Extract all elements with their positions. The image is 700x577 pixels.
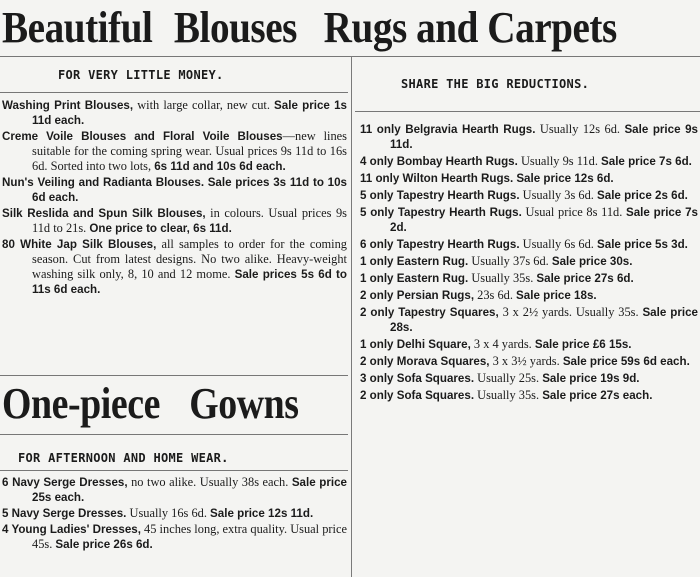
- list-item: Creme Voile Blouses and Floral Voile Blouses—new lines suitable for the coming spring wear. Usual prices 9s 11d to 16s 6d. Sorted into two lots, 6s 11d and 10s 6d each.: [2, 129, 347, 173]
- list-item: 1 only Eastern Rug. Usually 35s. Sale price 27s 6d.: [360, 271, 634, 285]
- list-item: 2 only Tapestry Squares, 3 x 2½ yards. Usually 35s. Sale price 28s.: [360, 305, 698, 334]
- list-item: 2 only Morava Squares, 3 x 3½ yards. Sale price 59s 6d each.: [360, 354, 690, 368]
- blouses-subhead-rule: [0, 92, 348, 93]
- gowns-list: [2, 475, 347, 553]
- page-headline: [2, 2, 616, 54]
- rugs-list: [360, 122, 698, 405]
- list-item: Nun's Veiling and Radianta Blouses. Sale prices 3s 11d to 10s 6d each.: [2, 176, 348, 204]
- gowns-heading-rule: [0, 434, 348, 435]
- blouses-list: [2, 98, 347, 298]
- headline-blouses-word2: Blouses: [173, 3, 297, 52]
- gowns-subhead: FOR AFTERNOON AND HOME WEAR.: [18, 451, 229, 465]
- list-item: Silk Reslida and Spun Silk Blouses, in colours. Usual prices 9s 11d to 21s. One price to clear, 6s 11d.: [2, 206, 347, 235]
- column-divider: [351, 56, 352, 577]
- gowns-subhead-rule: [0, 470, 348, 471]
- headline-blouses-word1: Beautiful: [2, 3, 153, 52]
- list-item: 2 only Persian Rugs, 23s 6d. Sale price 18s.: [360, 288, 597, 302]
- list-item: 5 only Tapestry Hearth Rugs. Usually 3s 6d. Sale price 2s 6d.: [360, 188, 688, 202]
- blouses-subhead: FOR VERY LITTLE MONEY.: [58, 68, 224, 82]
- gowns-heading: [2, 378, 299, 430]
- rugs-subhead-rule: [355, 111, 700, 112]
- rugs-subhead: SHARE THE BIG REDUCTIONS.: [401, 77, 590, 91]
- gowns-heading-word2: Gowns: [189, 379, 299, 428]
- list-item: 11 only Wilton Hearth Rugs. Sale price 12s 6d.: [360, 172, 614, 185]
- list-item: 1 only Eastern Rug. Usually 37s 6d. Sale price 30s.: [360, 254, 633, 268]
- headline-rugs: Rugs and Carpets: [323, 3, 617, 52]
- list-item: 6 Navy Serge Dresses, no two alike. Usually 38s each. Sale price 25s each.: [2, 475, 347, 504]
- gowns-top-rule: [0, 375, 348, 376]
- list-item: 2 only Sofa Squares. Usually 35s. Sale price 27s each.: [360, 388, 653, 402]
- top-rule: [0, 56, 700, 57]
- list-item: 5 Navy Serge Dresses. Usually 16s 6d. Sale price 12s 11d.: [2, 506, 314, 520]
- list-item: 4 Young Ladies' Dresses, 45 inches long, extra quality. Usual price 45s. Sale price 26s 6d.: [2, 522, 347, 551]
- list-item: Washing Print Blouses, with large collar, new cut. Sale price 1s 11d each.: [2, 98, 347, 127]
- list-item: 4 only Bombay Hearth Rugs. Usually 9s 11d. Sale price 7s 6d.: [360, 154, 692, 168]
- list-item: 11 only Belgravia Hearth Rugs. Usually 12s 6d. Sale price 9s 11d.: [360, 122, 699, 151]
- list-item: 80 White Jap Silk Blouses, all samples to order for the coming season. Cut from latest designs. No two alike. Heavy-weight washing silk only, 8, 10 and 12 mome. Sale prices 5s 6d to 11s 6d each.: [2, 237, 348, 296]
- gowns-heading-word1: One-piece: [2, 379, 160, 428]
- list-item: 3 only Sofa Squares. Usually 25s. Sale price 19s 9d.: [360, 371, 640, 385]
- list-item: 1 only Delhi Square, 3 x 4 yards. Sale price £6 15s.: [360, 337, 632, 351]
- list-item: 5 only Tapestry Hearth Rugs. Usual price 8s 11d. Sale price 7s 2d.: [360, 205, 698, 234]
- list-item: 6 only Tapestry Hearth Rugs. Usually 6s 6d. Sale price 5s 3d.: [360, 237, 688, 251]
